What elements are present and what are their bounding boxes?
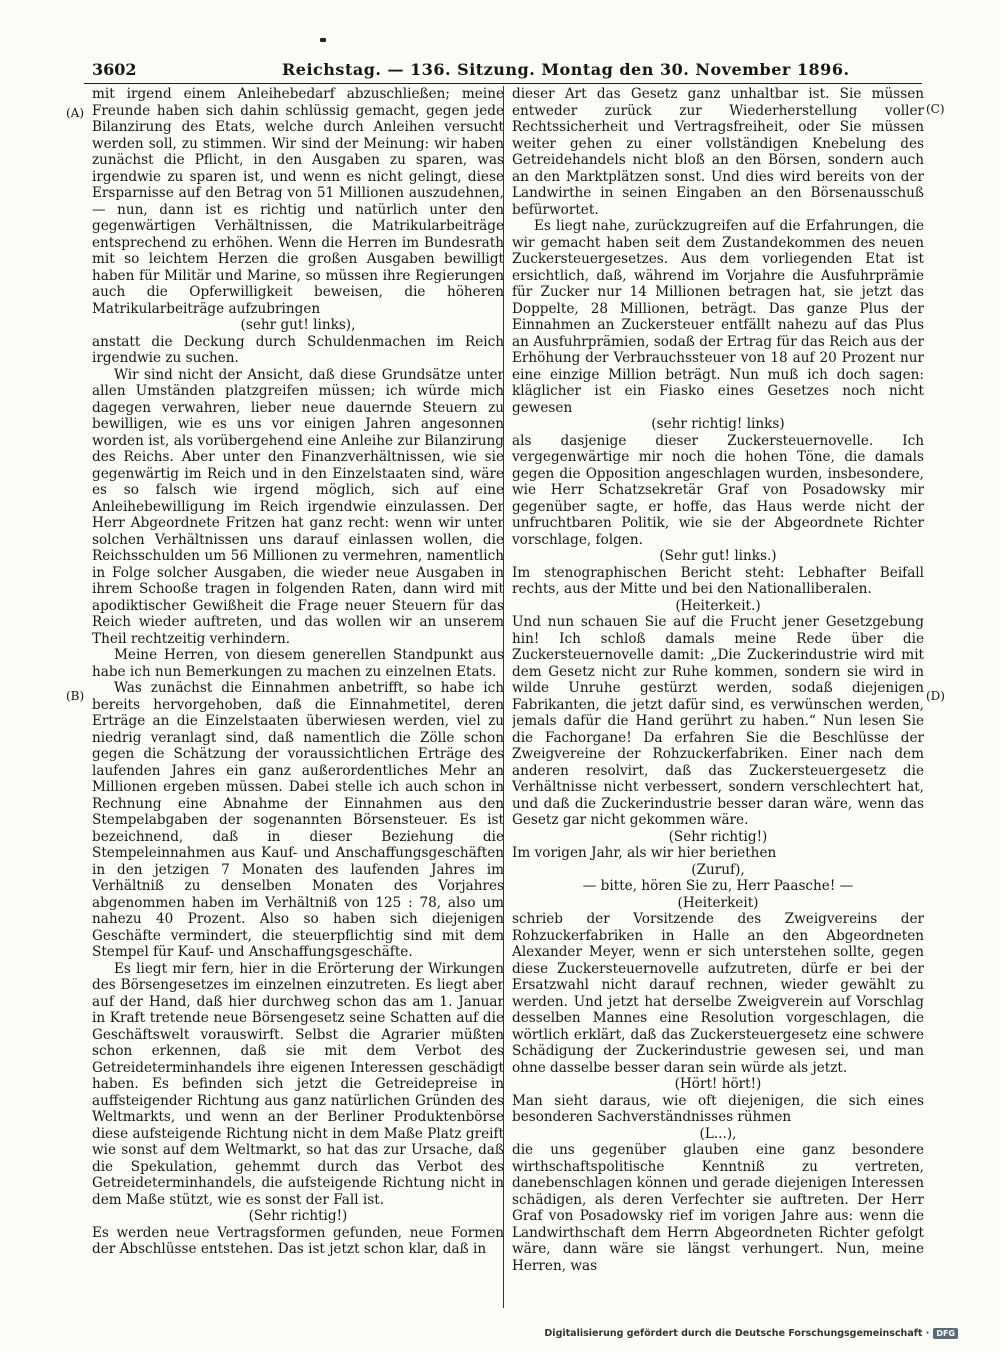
paragraph: Wir sind nicht der Ansicht, daß diese Grundsätze unter allen Umständen platzgreifen müssen; ich würde mich dagegen verwahren, lieber neue dauernde Steuern zu bewilligen, wie es uns vor einigen Jahren angesonnen worden ist, als vorübergehend eine Anleihe zur Bilanzirung des Reichs. Aber unter den Finanzverhältnissen, wie sie gegenwärtig im Reich und in den Einzelstaaten sind, wäre es so falsch wie irgend möglich, sich auf eine Anleihebewilligung im Reich irgendwie einzulassen. Der Herr Abgeordnete Fritzen hat ganz recht: wenn wir unter solchen Verhältnissen uns darauf einlassen wollen, die Reichsschulden um 56 Millionen zu vermehren, namentlich in Folge solcher Ausgaben, die wieder neue Ausgaben in ihrem Schooße tragen in folgenden Raten, dann wird mit apodiktischer Gewißheit die Frage neuer Steuern für das Reich wieder auftreten, und das wollen wir an unserem Theil rechtzeitig verhindern.	[92, 366, 504, 647]
column-divider	[503, 86, 504, 1308]
interjection: (sehr richtig! links)	[651, 416, 785, 432]
left-column	[92, 86, 504, 1308]
margin-mark-c: (C)	[926, 102, 945, 116]
page-header	[92, 56, 918, 82]
interjection: — bitte, hören Sie zu, Herr Paasche! —	[582, 878, 854, 894]
interjection: (sehr gut! links),	[240, 317, 356, 333]
dfg-logo: DFG	[933, 1328, 958, 1339]
header-rule	[84, 83, 922, 84]
footer-credit	[544, 1328, 958, 1339]
interjection: (L...),	[699, 1125, 737, 1142]
interjection: (Sehr richtig!)	[668, 828, 768, 845]
paragraph: mit irgend einem Anleihebedarf abzuschließen; meine Freunde haben sich dahin schlüssig gemacht, gegen jede Bilanzirung des Etats, welche durch Anleihen versucht werden soll, zu stimmen. Wir sind der Meinung: wir haben zunächst die Pflicht, in den Ausgaben zu sparen, was irgendwie zu sparen ist, und wenn es nicht gelingt, diese Ersparnisse auf den Betrag von 51 Millionen auszudehnen, — nun, dann ist es richtig und natürlich unter den gegenwärtigen Verhältnissen, die Matrikularbeiträge entsprechend zu erhöhen. Wenn die Herren im Bundesrath mit so leichtem Herzen die großen Ausgaben bewilligt haben für Militär und Marine, so müssen ihre Regierungen auch die Opferwilligkeit beweisen, die höheren Matrikularbeiträge aufzubringen	[92, 86, 504, 317]
right-column	[512, 86, 924, 1308]
interjection: (Heiterkeit)	[677, 894, 759, 911]
paragraph: Im stenographischen Bericht steht: Lebhafter Beifall rechts, aus der Mitte und bei den Nationalliberalen.	[512, 564, 924, 597]
interjection: (Heiterkeit.)	[675, 597, 761, 614]
interjection: (Zuruf),	[691, 861, 745, 878]
paragraph: anstatt die Deckung durch Schuldenmachen im Reich irgendwie zu suchen.	[92, 333, 504, 366]
paragraph: Es liegt mir fern, hier in die Erörterung der Wirkungen des Börsengesetzes im einzelnen einzutreten. Es liegt aber auf der Hand, daß hier durchweg schon das am 1. Januar in Kraft tretende neue Börsengesetz seine Schatten auf die Geschäftswelt vorauswirft. Selbst die Agrarier müßten schon erkennen, daß sie mit dem Verbot des Getreideterminhandels ihre eigenen Interessen geschädigt haben. Es befinden sich jetzt die Getreidepreise in auffsteigender Richtung aus ganz natürlichen Gründen des Weltmarkts, und wenn an der Berliner Produktenbörse diese aufsteigende Richtung nicht in dem Maße Platz greift wie sonst auf dem Weltmarkt, so hat das zur Ursache, daß die Spekulation, gehemmt durch das Verbot des Getreideterminhandels, die aufsteigende Richtung nicht in dem Maße stützt, wie es sonst der Fall ist.	[92, 960, 504, 1208]
page-title: Reichstag. — 136. Sitzung. Montag den 30. November 1896.	[282, 60, 850, 79]
footer-text: Digitalisierung gefördert durch die Deutsche Forschungsgemeinschaft ·	[544, 1328, 930, 1339]
paragraph: Meine Herren, von diesem generellen Standpunkt aus habe ich nun Bemerkungen zu machen zu einzelnen Etats.	[92, 647, 504, 680]
ink-mark	[320, 38, 326, 42]
paragraph: die uns gegenüber glauben eine ganz besondere wirthschaftspolitische Kenntniß zu vertreten, danebenschlagen können und gerade diejenigen Interessen schädigen, als deren Verfechter sie auftreten. Der Herr Graf von Posadowsky rief im vorigen Jahre aus: wenn die Landwirthschaft dem Herrn Abgeordneten Richter gefolgt wäre, dann wäre sie längst verhungert. Nun, meine Herren, was	[512, 1142, 924, 1274]
interjection: (Hört! hört!)	[674, 1076, 762, 1092]
paragraph: als dasjenige dieser Zuckersteuernovelle. Ich vergegenwärtige mir noch die hohen Töne, die damals gegen die Opposition angeschlagen wurden, insbesondere, wie Herr Schatzsekretär Graf von Posadowsky mir gegenüber sagte, er hoffe, das Haus werde nicht der unfruchtbaren Politik, wie sie der Abgeordnete Richter vorschlage, folgen.	[512, 432, 924, 548]
page-number: 3602	[92, 60, 137, 79]
interjection: (Sehr richtig!)	[248, 1208, 348, 1224]
paragraph: Und nun schauen Sie auf die Frucht jener Gesetzgebung hin! Ich schloß damals meine Rede über die Zuckersteuernovelle damit: „Die Zuckerindustrie wird mit dem Gesetz nicht zur Ruhe kommen, sondern sie wird in wilde Unruhe gestürzt werden, sodaß diejenigen Fabrikanten, die jetzt dafür sind, es verwünschen werden, jemals dafür die Hand gerührt zu haben.“ Nun lesen Sie die Fachorgane! Da erfahren Sie die Beschlüsse der Zweigvereine der Rohzuckerfabriken. Einer nach dem anderen resolvirt, daß das Zuckersteuergesetz die Verhältnisse nicht verbessert, sondern verschlechtert hat, und daß die Zuckerindustrie besser daran wäre, wenn das Gesetz gar nicht gekommen wäre.	[512, 614, 924, 828]
margin-mark-b: (B)	[66, 689, 85, 703]
paragraph: Man sieht daraus, wie oft diejenigen, die sich eines besonderen Sachverständnisses rühmen	[512, 1092, 924, 1125]
paragraph: schrieb der Vorsitzende des Zweigvereins der Rohzuckerfabriken in Halle an den Abgeordneten Alexander Meyer, wenn er sich unterstehen sollte, gegen diese Zuckersteuernovelle aufzutreten, dürfe er bei der Ersatzwahl nicht darauf rechnen, wieder gewählt zu werden. Und jetzt hat derselbe Zweigverein auf Vorschlag desselben Mannes eine Resolution vorgeschlagen, die wörtlich erklärt, daß das Zuckersteuergesetz eine schwere Schädigung der Zuckerindustrie gewesen sei, und man ohne dasselbe besser daran sein würde als jetzt.	[512, 911, 924, 1076]
interjection: (Sehr gut! links.)	[659, 548, 777, 564]
paragraph: Was zunächst die Einnahmen anbetrifft, so habe ich bereits hervorgehoben, daß die Einnahmetitel, deren Erträge an die Einzelstaaten überwiesen werden, viel zu niedrig veranlagt sind, daß namentlich die Zölle schon gegen die Schätzung der voraussichtlichen Erträge des laufenden Jahres ein ganz außerordentliches Mehr an Millionen ergeben müssen. Dabei stelle ich auch schon in Rechnung eine Abnahme der Einnahmen aus den Stempelabgaben der sogenannten Börsensteuer. Es ist bezeichnend, daß in dieser Beziehung die Stempeleinnahmen aus Kauf- und Anschaffungsgeschäften in den jetzigen 7 Monaten des laufenden Jahres im Verhältniß zu denselben Monaten des Vorjahres abgenommen haben im Verhältniß von 125 : 78, also um nahezu 40 Prozent. Also so haben sich diejenigen Geschäfte vermindert, die steuerpflichtig sind mit dem Stempel für Kauf- und Anschaffungsgeschäfte.	[92, 680, 504, 960]
paragraph: Es werden neue Vertragsformen gefunden, neue Formen der Abschlüsse entstehen. Das ist jetzt schon klar, daß in	[92, 1224, 504, 1257]
paragraph: Im vorigen Jahr, als wir hier beriethen	[512, 845, 777, 861]
margin-mark-a: (A)	[66, 106, 85, 120]
margin-mark-d: (D)	[926, 689, 945, 703]
paragraph: dieser Art das Gesetz ganz unhaltbar ist. Sie müssen entweder zurück zur Wiederherstellung voller Rechtssicherheit und Vertragsfreiheit, oder Sie müssen weiter gehen zu einer vollständigen Knebelung des Getreidehandels nicht bloß an den Börsen, sondern auch an den Marktplätzen sonst. Und dies wird bereits von der Landwirthe in seinen Eingaben an den Börsenausschuß befürwortet.	[512, 86, 924, 218]
paragraph: Es liegt nahe, zurückzugreifen auf die Erfahrungen, die wir gemacht haben seit dem Zustandekommen des neuen Zuckersteuergesetzes. Aus dem vorliegenden Etat ist ersichtlich, daß, während im Vorjahre die Ausfuhrprämie für Zucker nur 14 Millionen betragen hat, sie jetzt das Doppelte, 28 Millionen, beträgt. Das ganze Plus der Einnahmen an Zuckersteuer entfällt nahezu auf das Plus an Ausfuhrprämien, sodaß der Ertrag für das Reich aus der Erhöhung der Verbrauchssteuer von 18 auf 20 Prozent nur eine einzige Million beträgt. Nun muß ich doch sagen: kläglicher ist ein Fiasko eines Gesetzes noch nicht gewesen	[512, 218, 924, 416]
